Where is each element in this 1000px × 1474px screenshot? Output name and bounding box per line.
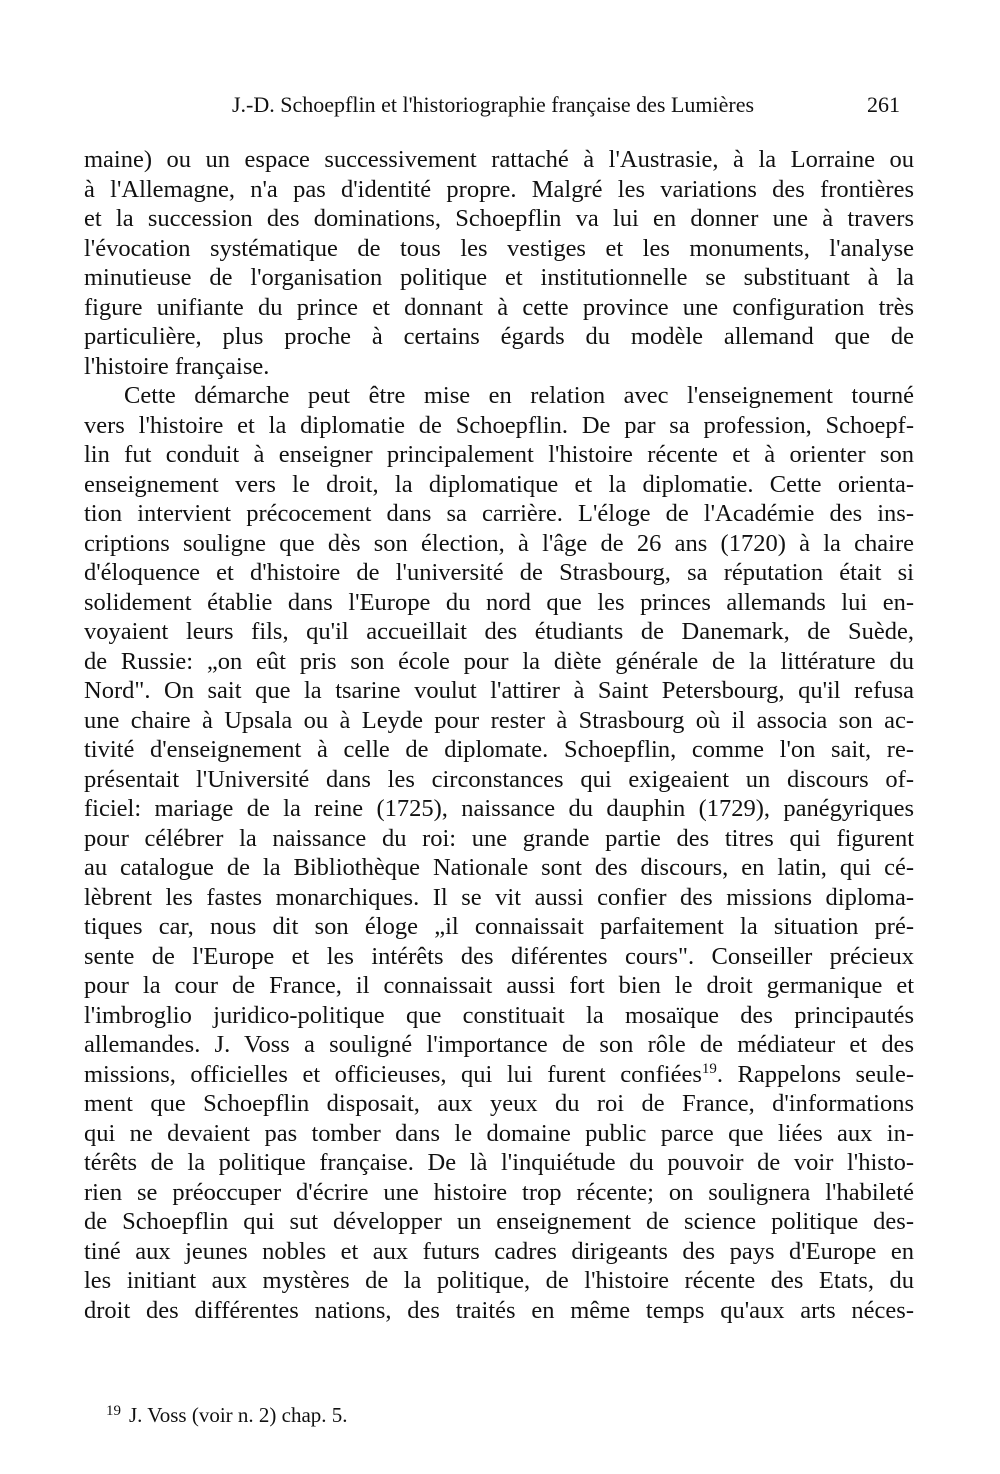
text-line: ficiel: mariage de la reine (1725), naissance du dauphin (1729), panégyriques bbox=[84, 795, 914, 822]
footnote bbox=[106, 1396, 348, 1430]
text-line: de Russie: „on eût pris son école pour la diète générale de la littérature du bbox=[84, 647, 914, 675]
text-line: présentait l'Université dans les circonstances qui exigeaient un discours of- bbox=[84, 765, 914, 793]
text-line: solidement établie dans l'Europe du nord que les princes allemands lui en- bbox=[84, 588, 914, 616]
page-number: 261 bbox=[867, 92, 900, 117]
text-line: allemandes. J. Voss a souligné l'importance de son rôle de médiateur et des bbox=[84, 1031, 914, 1058]
text-line: sente de l'Europe et les intérêts des diférentes cours". Conseiller précieux bbox=[84, 942, 914, 970]
text-line: criptions souligne que dès son élection, à l'âge de 26 ans (1720) à la chaire bbox=[84, 529, 914, 557]
text-line: l'histoire française. bbox=[84, 352, 270, 380]
text-line: tivité d'enseignement à celle de diplomate. Schoepflin, comme l'on sait, re- bbox=[84, 736, 914, 763]
text-line: minutieuse de l'organisation politique et institutionnelle se substituant à la bbox=[84, 264, 914, 291]
text-line: rien se préoccuper d'écrire une histoire trop récente; on soulignera l'habileté bbox=[84, 1178, 914, 1206]
footnote-reference: 19 bbox=[701, 1060, 717, 1077]
text-line: enseignement vers le droit, la diplomatique et la diplomatie. Cette orienta- bbox=[84, 470, 914, 498]
text-line: les initiant aux mystères de la politique, de l'histoire récente des Etats, du bbox=[84, 1267, 914, 1294]
footnote-text: J. Voss (voir n. 2) chap. 5. bbox=[129, 1403, 348, 1427]
running-header bbox=[84, 88, 914, 122]
text-line: et la succession des dominations, Schoepflin va lui en donner une à travers bbox=[84, 205, 914, 232]
text-line: au catalogue de la Bibliothèque Nationale sont des discours, en latin, qui cé- bbox=[84, 854, 914, 881]
text-line: ment que Schoepflin disposait, aux yeux du roi de France, d'informations bbox=[84, 1090, 914, 1117]
text-line: droit des différentes nations, des traités en même temps qu'aux arts néces- bbox=[84, 1296, 914, 1324]
text-line: lin fut conduit à enseigner principalement l'histoire récente et à orienter son bbox=[84, 441, 914, 468]
text-line: Cette démarche peut être mise en relation avec l'enseignement tourné bbox=[124, 382, 914, 409]
body-text bbox=[84, 145, 914, 1325]
text-line: d'éloquence et d'histoire de l'université de Strasbourg, sa réputation était si bbox=[84, 559, 914, 586]
text-line: lèbrent les fastes monarchiques. Il se vit aussi confier des missions diploma- bbox=[84, 883, 914, 911]
text-line-with-footnote-ref bbox=[84, 1060, 914, 1090]
text-line: une chaire à Upsala ou à Leyde pour rester à Strasbourg où il associa son ac- bbox=[84, 706, 914, 734]
running-title: J.-D. Schoepflin et l'historiographie française des Lumières bbox=[232, 92, 755, 117]
text-line: pour célébrer la naissance du roi: une grande partie des titres qui figurent bbox=[84, 824, 914, 852]
text-line: Nord". On sait que la tsarine voulut l'attirer à Saint Petersbourg, qu'il refusa bbox=[84, 677, 914, 704]
line-text-before-ref: missions, officielles et officieuses, qui lui furent confiées bbox=[84, 1060, 702, 1088]
text-line: à l'Allemagne, n'a pas d'identité propre. Malgré les variations des frontières bbox=[84, 175, 914, 203]
text-line: l'évocation systématique de tous les vestiges et les monuments, l'analyse bbox=[84, 234, 914, 262]
text-line: qui ne devaient pas tomber dans le domaine public parce que liées aux in- bbox=[84, 1119, 914, 1147]
text-line: maine) ou un espace successivement rattaché à l'Austrasie, à la Lorraine ou bbox=[84, 146, 914, 173]
text-line: figure unifiante du prince et donnant à cette province une configuration très bbox=[84, 293, 914, 321]
text-line: pour la cour de France, il connaissait aussi fort bien le droit germanique et bbox=[84, 972, 914, 999]
text-line: tion intervient précocement dans sa carrière. L'éloge de l'Académie des ins- bbox=[84, 500, 914, 527]
text-line: térêts de la politique française. De là l'inquiétude du pouvoir de voir l'histo- bbox=[84, 1149, 914, 1176]
text-line: particulière, plus proche à certains égards du modèle allemand que de bbox=[84, 323, 914, 350]
text-line: tiné aux jeunes nobles et aux futurs cadres dirigeants des pays d'Europe en bbox=[84, 1237, 914, 1265]
line-text-after-ref: . Rappelons seule- bbox=[716, 1060, 915, 1088]
footnote-mark: 19 bbox=[106, 1403, 121, 1419]
text-line: de Schoepflin qui sut développer un enseignement de science politique des- bbox=[84, 1208, 914, 1235]
text-line: voyaient leurs fils, qu'il accueillait des étudiants de Danemark, de Suède, bbox=[84, 618, 914, 645]
text-line: l'imbroglio juridico-politique que constituait la mosaïque des principautés bbox=[84, 1001, 914, 1029]
text-line: vers l'histoire et la diplomatie de Schoepflin. De par sa profession, Schoepf- bbox=[84, 411, 914, 439]
text-line: tiques car, nous dit son éloge „il connaissait parfaitement la situation pré- bbox=[84, 913, 914, 940]
